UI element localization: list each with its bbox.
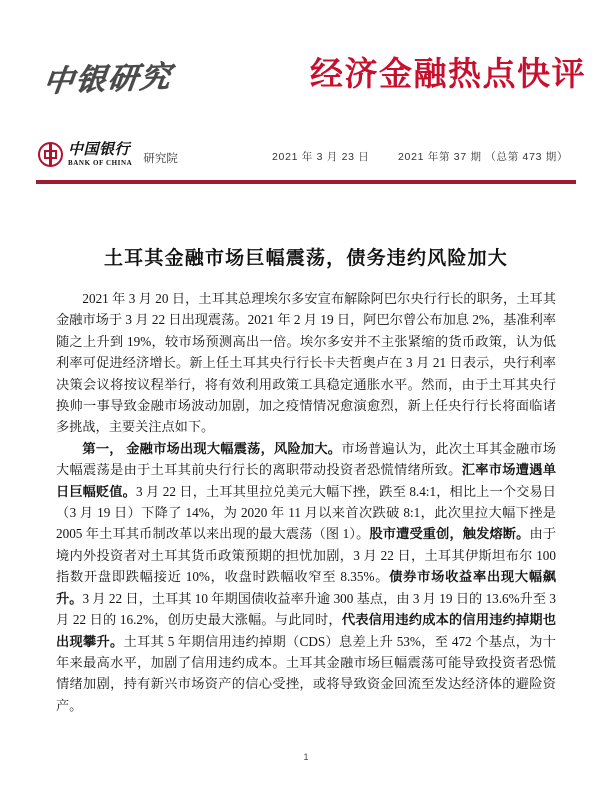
text-run: 市场普遍认为，此次土耳其金融市场大幅震荡是由于土耳其前央行行长的离职带动投资者恐慌情绪所致。 [56,440,556,478]
masthead [0,48,612,110]
emphasis-run: 第一， 金融市场出现大幅震荡，风险加大。 [82,440,342,456]
bank-name-cn: 中国银行 [68,142,131,158]
emphasis-run: 汇率市场遭遇单日巨幅贬值。 [56,462,557,499]
emphasis-run: 债券市场收益率出现大幅飙升。 [56,569,556,606]
text-run: 3 月 22 日，土耳其 10 年期国债收益率升逾 300 基点，由 3 月 19 日的 13.6%升至 3 月 22 日的 16.2%，创历史最大涨幅。与此同时， [56,590,557,628]
institute-label: 研究院 [143,153,178,165]
emphasis-run: 股市遭受重创，触发熔断。 [369,526,530,542]
paragraph-intro: 2021 年 3 月 20 日，土耳其总理埃尔多安宣布解除阿巴尔央行行长的职务，土耳其金融市场于 3 月 22 日出现震荡。2021 年 2 月 19 日，阿巴尔曾公布加息 2%，基准利率随之上升到 19%，较市场预测高出一倍。埃尔多安并不主张紧缩的货币政策，认为低利率可促进经济增长。新上任土耳其央行行长卡夫哲奥卢在 3 月 21 日表示，央行利率决策会议将按议程举行，将有效利用政策工具稳定通胀水平。然而，由于土耳其央行换帅一事导致金融市场波动加剧，加之疫情情况愈演愈烈，新上任央行行长将面临诸多挑战，主要关注点如下。 [56,291,556,435]
masthead-title: 经济金融热点快评 [310,55,586,92]
page-number: 1 [303,752,309,762]
subheader [0,140,612,174]
bank-of-china-logo-group [38,142,178,167]
brand-calligraphy-logo: 中银研究 [41,60,174,99]
bank-name-en: BANK OF CHINA [68,159,133,167]
paragraph-point-one [56,438,556,716]
header-divider [36,180,576,184]
bank-of-china-emblem-icon [38,142,63,167]
text-run: 3 月 22 日，土耳其里拉兑美元大幅下挫，跌至 8.4:1，相比上一个交易日（3 月 19 日）下降了 14%，为 2020 年 11 月以来首次跌破 8:1，此次里拉大幅下挫是 2005 年土耳其币制改革以来出现的最大震荡（图 1）。 [56,483,556,542]
article-body [56,288,556,716]
publication-date: 2021 年 3 月 23 日 [272,151,370,163]
issue-number: 2021 年第 37 期 （总第 473 期） [398,151,569,163]
emphasis-run: 代表信用违约成本的信用违约掉期也出现攀升。 [56,612,557,649]
text-run: 土耳其 5 年期信用违约掉期（CDS）息差上升 53%，至 472 个基点，为十年来最高水平，加剧了信用违约成本。土耳其金融市场巨幅震荡可能导致投资者恐慌情绪加剧，持有新兴市场资产的信心受挫，或将导致资金回流至发达经济体的避险资产。 [56,633,556,713]
text-run: 由于境内外投资者对土耳其货币政策预期的担忧加剧，3 月 22 日，土耳其伊斯坦布尔 100 指数开盘即跌幅接近 10%，收盘时跌幅收窄至 8.35%。 [56,526,557,585]
bank-wordmark [68,143,132,167]
article-title: 土耳其金融市场巨幅震荡，债务违约风险加大 [103,247,508,269]
